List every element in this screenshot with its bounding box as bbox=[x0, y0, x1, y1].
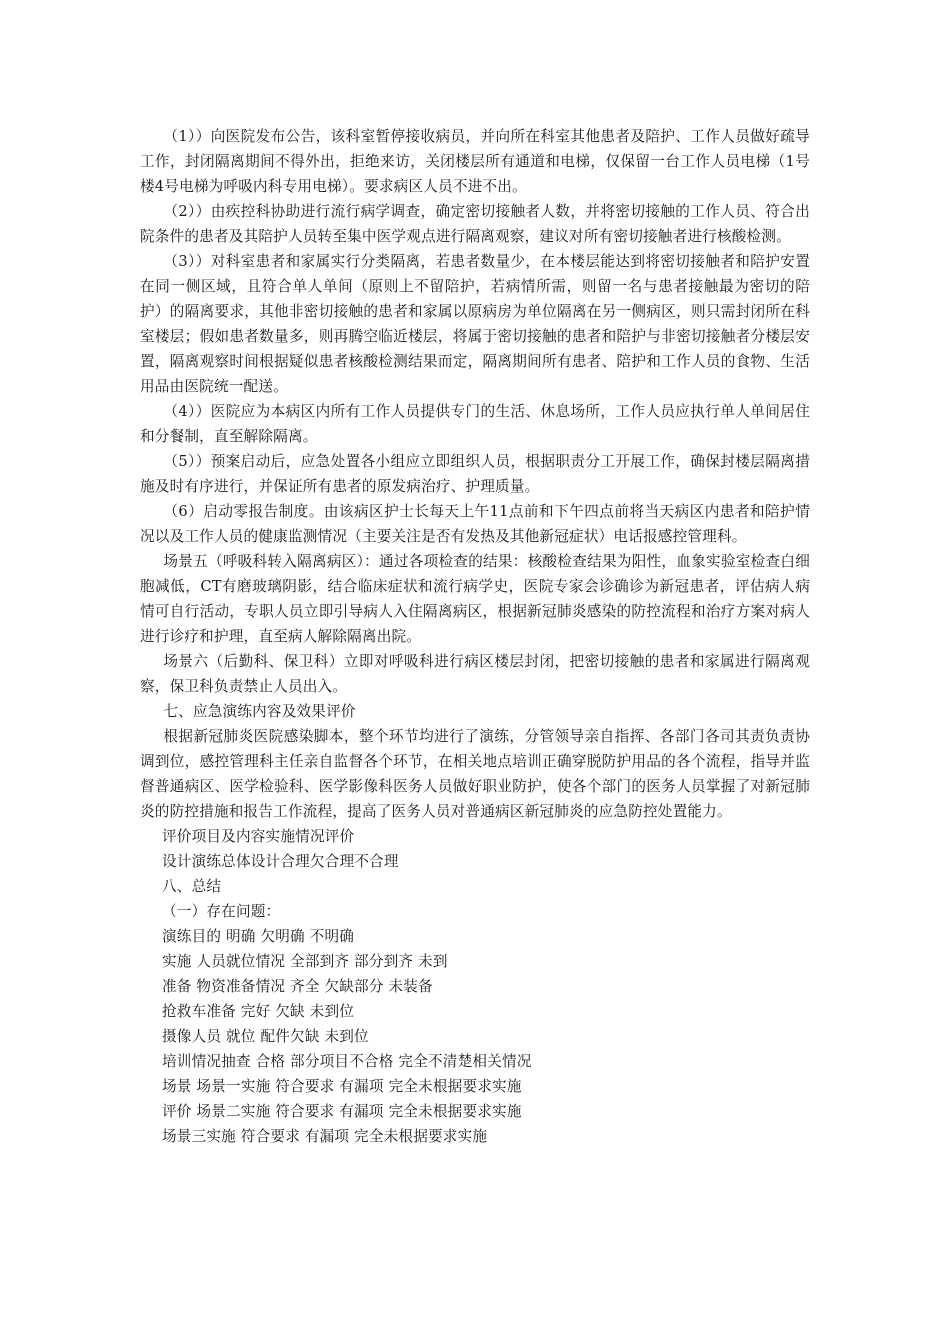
evaluation-row-purpose: 演练目的 明确 欠明确 不明确 bbox=[162, 928, 355, 945]
evaluation-row-design: 设计演练总体设计合理欠合理不合理 bbox=[162, 853, 399, 870]
paragraph-4: （4））医院应为本病区内所有工作人员提供专门的生活、休息场所，工作人员应执行单人单间居住和分餐制，直至解除隔离。 bbox=[140, 403, 810, 445]
section-eight-heading: 八、总结 bbox=[162, 878, 222, 895]
paragraph-5: （5））预案启动后，应急处置各小组应立即组织人员，根据职责分工开展工作，确保封楼层隔离措施及时有序进行，并保证所有患者的原发病治疗、护理质量。 bbox=[140, 453, 810, 495]
paragraph-2: （2））由疾控科协助进行流行病学调查，确定密切接触者人数，并将密切接触的工作人员、符合出院条件的患者及其陪护人员转至集中医学观点进行隔离观察，建议对所有密切接触者进行核酸检测。 bbox=[140, 203, 810, 245]
paragraph-6: （6）启动零报告制度。由该病区护士长每天上午11点前和下午四点前将当天病区内患者和陪护情况以及工作人员的健康监测情况（主要关注是否有发热及其他新冠症状）电话报感控管理科。 bbox=[140, 503, 810, 545]
evaluation-paragraph: 根据新冠肺炎医院感染脚本，整个环节均进行了演练，分管领导亲自指挥、各部门各司其责负责协调到位，感控管理科主任亲自监督各个环节，在相关地点培训正确穿脱防护用品的各个流程，指导并监督普通病区、医学检验科、医学影像科医务人员做好职业防护，使各个部门的医务人员掌握了对新冠肺炎的防控措施和报告工作流程，提高了医务人员对普通病区新冠肺炎的应急防控处置能力。 bbox=[140, 728, 810, 820]
evaluation-row-training: 培训情况抽查 合格 部分项目不合格 完全不清楚相关情况 bbox=[162, 1053, 532, 1070]
evaluation-row-scene-three: 场景三实施 符合要求 有漏项 完全未根据要求实施 bbox=[162, 1128, 488, 1145]
evaluation-table-header: 评价项目及内容实施情况评价 bbox=[162, 828, 355, 845]
evaluation-row-camera: 摄像人员 就位 配件欠缺 未到位 bbox=[162, 1028, 369, 1045]
evaluation-row-rescue-cart: 抢救车准备 完好 欠缺 未到位 bbox=[162, 1003, 355, 1020]
paragraph-1: （1））向医院发布公告，该科室暂停接收病员，并向所在科室其他患者及陪护、工作人员做好疏导工作，封闭隔离期间不得外出，拒绝来访，关闭楼层所有通道和电梯，仅保留一台工作人员电梯（1号楼4号电梯为呼吸内科专用电梯）。要求病区人员不进不出。 bbox=[140, 128, 810, 195]
scene-six-paragraph: 场景六（后勤科、保卫科）立即对呼吸科进行病区楼层封闭，把密切接触的患者和家属进行隔离观察，保卫科负责禁止人员出入。 bbox=[140, 653, 810, 695]
evaluation-row-supplies: 准备 物资准备情况 齐全 欠缺部分 未装备 bbox=[162, 978, 433, 995]
document-body bbox=[140, 124, 810, 1149]
evaluation-row-staffing: 实施 人员就位情况 全部到齐 部分到齐 未到 bbox=[162, 953, 448, 970]
scene-five-paragraph: 场景五（呼吸科转入隔离病区）：通过各项检查的结果：核酸检查结果为阳性，血象实验室检查白细胞减低，CT有磨玻璃阴影，结合临床症状和流行病学史，医院专家会诊确诊为新冠患者，评估病人病情可自行活动，专职人员立即引导病人入住隔离病区，根据新冠肺炎感染的防控流程和治疗方案对病人进行诊疗和护理，直至病人解除隔离出院。 bbox=[140, 553, 810, 645]
evaluation-row-scene-two: 评价 场景二实施 符合要求 有漏项 完全未根据要求实施 bbox=[162, 1103, 522, 1120]
section-seven-heading: 七、应急演练内容及效果评价 bbox=[163, 703, 356, 720]
problems-subheading: （一）存在问题： bbox=[162, 903, 281, 920]
paragraph-3: （3））对科室患者和家属实行分类隔离，若患者数量少，在本楼层能达到将密切接触者和陪护安置在同一侧区域，且符合单人单间（原则上不留陪护，若病情所需，则留一名与患者接触最为密切的陪护）的隔离要求，其他非密切接触的患者和家属以原病房为单位隔离在另一侧病区，则只需封闭所在科室楼层；假如患者数量多，则再腾空临近楼层，将属于密切接触的患者和陪护与非密切接触者分楼层安置，隔离观察时间根据疑似患者核酸检测结果而定，隔离期间所有患者、陪护和工作人员的食物、生活用品由医院统一配送。 bbox=[140, 253, 810, 395]
evaluation-row-scene-one: 场景 场景一实施 符合要求 有漏项 完全未根据要求实施 bbox=[162, 1078, 522, 1095]
